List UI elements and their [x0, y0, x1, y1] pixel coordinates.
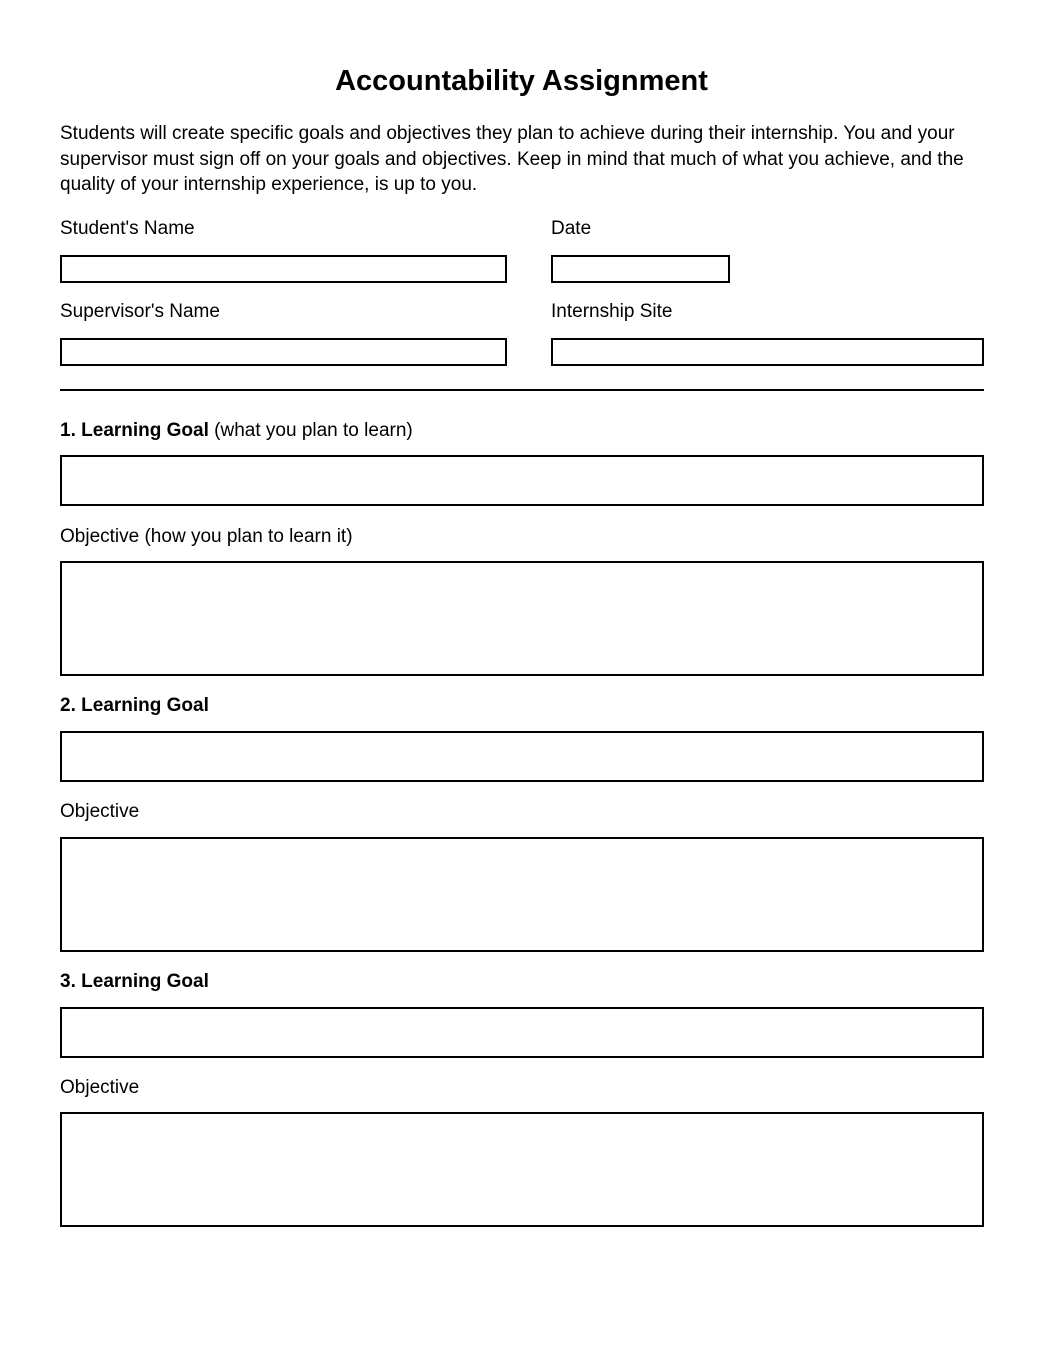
objective-1-label: Objective (how you plan to learn it) [60, 526, 353, 547]
learning-goal-2-label: Learning Goal [81, 695, 209, 716]
student-name-label: Student's Name [60, 218, 195, 239]
date-field[interactable] [551, 255, 730, 283]
objective-1-field[interactable] [60, 561, 984, 676]
internship-site-label: Internship Site [551, 301, 673, 322]
learning-goal-3-field[interactable] [60, 1007, 984, 1058]
learning-goal-1-hint: (what you plan to learn) [214, 420, 413, 441]
learning-goal-3-number: 3. [60, 971, 76, 992]
objective-3-field[interactable] [60, 1112, 984, 1227]
learning-goal-2-number: 2. [60, 695, 76, 716]
learning-goal-3-label: Learning Goal [81, 971, 209, 992]
learning-goal-3-heading [60, 971, 209, 993]
learning-goal-1-field[interactable] [60, 455, 984, 506]
learning-goal-1-label: Learning Goal [81, 420, 209, 441]
objective-2-field[interactable] [60, 837, 984, 952]
page-title: Accountability Assignment [335, 65, 708, 97]
learning-goal-1-heading [60, 420, 413, 442]
supervisor-name-label: Supervisor's Name [60, 301, 220, 322]
section-divider [60, 389, 984, 391]
learning-goal-2-heading [60, 695, 209, 717]
learning-goal-2-field[interactable] [60, 731, 984, 782]
internship-site-field[interactable] [551, 338, 984, 366]
objective-3-label: Objective [60, 1077, 140, 1098]
supervisor-name-field[interactable] [60, 338, 507, 366]
learning-goal-1-number: 1. [60, 420, 76, 441]
intro-paragraph: Students will create specific goals and objectives they plan to achieve during their internship. You and your supervisor must sign off on your goals and objectives. Keep in mind that much of what you achieve, and the quality of your internship experience, is up to you. [60, 123, 964, 195]
student-name-field[interactable] [60, 255, 507, 283]
date-label: Date [551, 218, 592, 239]
objective-2-label: Objective [60, 801, 140, 822]
